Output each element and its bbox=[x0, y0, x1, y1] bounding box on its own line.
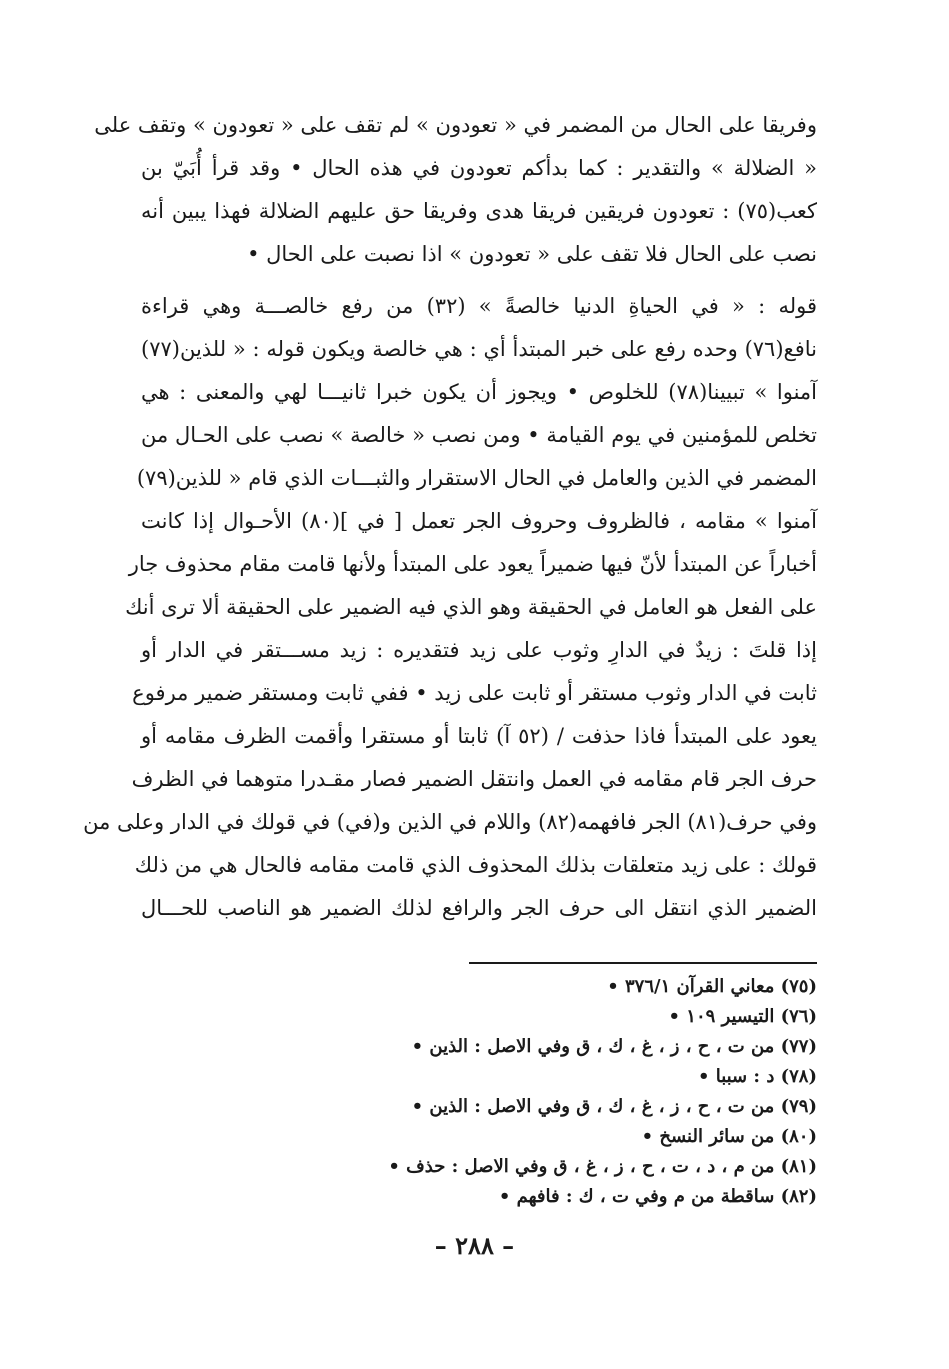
text-line: ثابت في الدار وثوب مستقر أو ثابت على زيد • ففي ثابت ومستقر ضمير مرفوع bbox=[132, 681, 817, 705]
text-line: حرف الجر قام مقامه في العمل وانتقل الضمير فصار مقـدرا متوهما في الظرف bbox=[131, 767, 817, 791]
footnote: (٧٩) من ت ، ح ، ز ، غ ، ك ، ق وفي الاصل : الذين • bbox=[411, 1096, 817, 1117]
text-line: قولك : على زيد متعلقات بذلك المحذوف الذي قامت مقامه فالحال هي من ذلك bbox=[134, 853, 817, 877]
footnote: (٧٦) التيسير ١٠٩ • bbox=[668, 1006, 817, 1027]
text-line: الضمير الذي انتقل الى حرف الجر والرافع لذلك الضمير هو الناصب للحـــال bbox=[141, 896, 817, 920]
text-line: وفريقا على الحال من المضمر في « تعودون » لم تقف على « تعودون » وتقف على bbox=[94, 113, 817, 137]
text-line: نافع(٧٦) وحده رفع على خبر المبتدأ أي : هي خالصة ويكون قوله : « للذين(٧٧) bbox=[141, 337, 817, 361]
text-line: قوله : « في الحياةِ الدنيا خالصةً » (٣٢) من رفع خالصـــة وهي قراءة bbox=[141, 294, 817, 318]
text-line: وفي حرف(٨١) الجر فافهمه(٨٢) واللام في الذين و(في) في قولك في الدار وعلى من bbox=[83, 810, 817, 834]
text-line: نصب على الحال فلا تقف على « تعودون » اذا نصبت على الحال • bbox=[247, 242, 817, 266]
text-line: المضمر في الذين والعامل في الحال الاستقرار والثبـــات الذي قام « للذين(٧٩) bbox=[136, 466, 817, 490]
footnote: (٧٨) د : سببا • bbox=[697, 1066, 817, 1087]
text-line: إذا قلتَ : زيدٌ في الدارِ وثوب على زيد فتقديره : زيد مســـتقر في الدار أو bbox=[141, 638, 817, 662]
text-line: آمنوا » مقامه ، فالظروف وحروف الجر تعمل [ في ](٨٠) الأحـوال إذا كانت bbox=[141, 509, 817, 533]
text-line: آمنوا » تبيينا(٧٨) للخلوص • ويجوز أن يكون خبرا ثانيـــا لهي والمعنى : هي bbox=[141, 380, 817, 404]
footnote: (٨٢) ساقطة من م وفي ت ، ك : فافهم • bbox=[498, 1186, 817, 1207]
paragraph-1 bbox=[94, 104, 817, 276]
footnote-divider bbox=[469, 962, 817, 964]
footnote: (٨٠) من سائر النسخ • bbox=[641, 1126, 817, 1147]
footnotes bbox=[217, 972, 817, 1212]
text-line: يعود على المبتدأ فاذا حذفت / (٥٢ آ) ثابتا أو مستقرا وأقمت الظرف مقامه أو bbox=[141, 724, 817, 748]
text-line: على الفعل هو العامل في الحقيقة وهو الذي فيه الضمير على الحقيقة ألا ترى أنك bbox=[125, 595, 817, 619]
text-line: تخلص للمؤمنين في يوم القيامة • ومن نصب « خالصة » نصب على الحـال من bbox=[141, 423, 817, 447]
text-line: كعب(٧٥) : تعودون فريقين فريقا هدى وفريقا حق عليهم الضلالة فهذا يبين أنه bbox=[141, 199, 817, 223]
footnote: (٨١) من م ، د ، ت ، ح ، ز ، غ ، ق وفي الاصل : حذف • bbox=[388, 1156, 817, 1177]
page-number: – ٢٨٨ – bbox=[434, 1231, 515, 1260]
text-line: « الضلالة » والتقدير : كما بدأكم تعودون في هذه الحال • وقد قرأ أُبَيّ بن bbox=[141, 156, 817, 180]
footnote: (٧٧) من ت ، ح ، ز ، غ ، ك ، ق وفي الاصل : الذين • bbox=[411, 1036, 817, 1057]
text-line: أخباراً عن المبتدأ لأنّ فيها ضميراً يعود على المبتدأ ولأنها قامت مقام محذوف جار bbox=[128, 552, 817, 576]
footnote: (٧٥) معاني القرآن ٣٧٦/١ • bbox=[607, 976, 817, 997]
paragraph-2 bbox=[83, 285, 817, 930]
